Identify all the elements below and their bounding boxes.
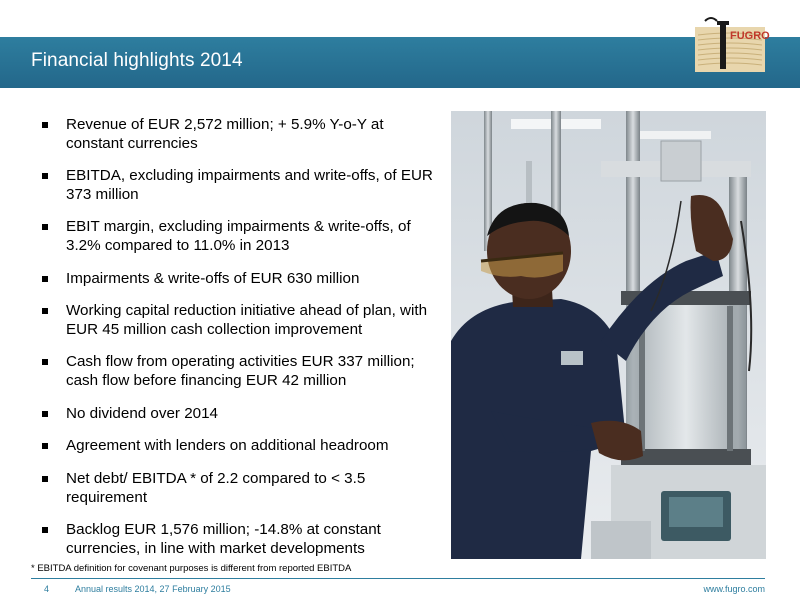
footer-divider: [31, 578, 765, 579]
bullet-text: Revenue of EUR 2,572 million; + 5.9% Y-o-Y at constant currencies: [66, 116, 384, 152]
footer-url[interactable]: www.fugro.com: [703, 584, 765, 594]
bullet-text: Net debt/ EBITDA * of 2.2 compared to < 3.5 requirement: [66, 470, 366, 506]
bullet-icon: [42, 308, 48, 314]
bullet-text: No dividend over 2014: [66, 404, 218, 422]
bullet-icon: [42, 276, 48, 282]
bullet-icon: [42, 224, 48, 230]
highlights-list: [38, 116, 438, 572]
footer-subtitle: Annual results 2014, 27 February 2015: [75, 584, 231, 594]
list-item: [38, 302, 438, 339]
bullet-icon: [42, 122, 48, 128]
bullet-text: EBIT margin, excluding impairments & write-offs, of 3.2% compared to 11.0% in 2013: [66, 218, 411, 254]
bullet-text: Agreement with lenders on additional headroom: [66, 437, 389, 455]
fugro-logo: [695, 17, 770, 72]
page-number: 4: [44, 584, 50, 594]
list-item: [38, 353, 438, 390]
list-item: [38, 405, 438, 424]
footnote: * EBITDA definition for covenant purposes is different from reported EBITDA: [31, 563, 352, 574]
bullet-icon: [42, 476, 48, 482]
bullet-text: Backlog EUR 1,576 million; -14.8% at constant currencies, in line with market developments: [66, 521, 381, 557]
bullet-icon: [42, 443, 48, 449]
list-item: [38, 470, 438, 507]
bullet-icon: [42, 527, 48, 533]
list-item: [38, 116, 438, 153]
lab-photo-illustration: [451, 111, 766, 559]
list-item: [38, 167, 438, 204]
bullet-text: Working capital reduction initiative ahead of plan, with EUR 45 million cash collection improvement: [66, 302, 428, 338]
bullet-icon: [42, 359, 48, 365]
bullet-icon: [42, 173, 48, 179]
bullet-text: Cash flow from operating activities EUR 337 million; cash flow before financing EUR 42 million: [66, 353, 415, 389]
logo-text: FUGRO: [730, 30, 770, 42]
bullet-text: Impairments & write-offs of EUR 630 million: [66, 269, 360, 287]
list-item: [38, 218, 438, 255]
list-item: [38, 270, 438, 289]
list-item: [38, 437, 438, 456]
list-item: [38, 521, 438, 558]
lab-photo: [451, 111, 766, 559]
bullet-text: EBITDA, excluding impairments and write-offs, of EUR 373 million: [66, 167, 433, 203]
page-title: Financial highlights 2014: [31, 50, 243, 71]
bullet-icon: [42, 411, 48, 417]
